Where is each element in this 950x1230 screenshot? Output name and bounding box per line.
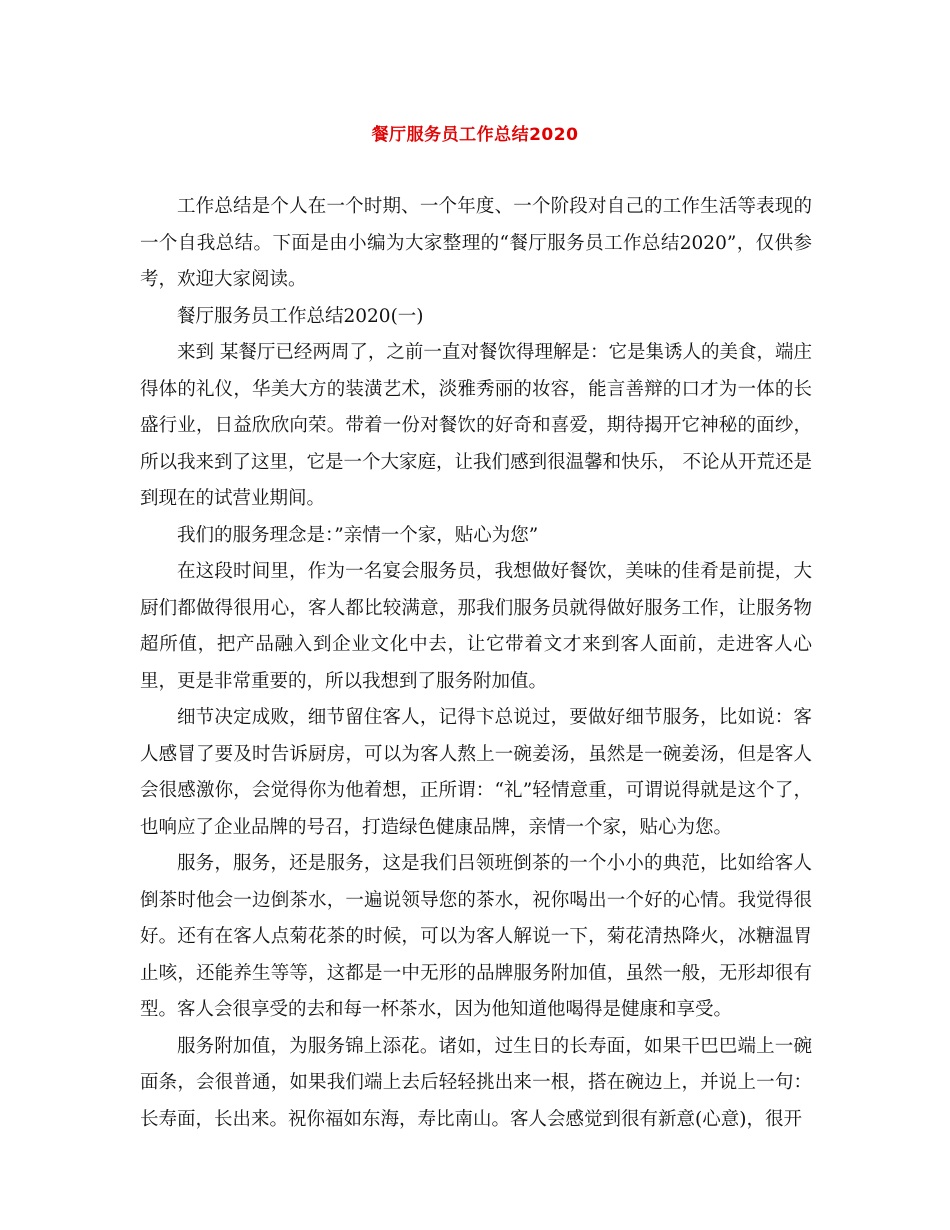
document-title: 餐厅服务员工作总结2020: [371, 125, 579, 145]
paragraph: 来到 某餐厅已经两周了，之前一直对餐饮得理解是：它是集诱人的美食，端庄得体的礼仪，华美大方的装潢艺术，淡雅秀丽的妆容，能言善辩的口才为一体的长盛行业，日益欣欣向荣。带着一份对餐饮的好奇和喜爱，期待揭开它神秘的面纱，所以我来到了这里，它是一个大家庭，让我们感到很温馨和快乐， 不论从开荒还是到现在的试营业期间。: [140, 342, 812, 509]
paragraph-intro: 工作总结是个人在一个时期、一个年度、一个阶段对自己的工作生活等表现的一个自我总结。下面是由小编为大家整理的“餐厅服务员工作总结2020”，仅供参考，欢迎大家阅读。: [140, 196, 812, 290]
section-heading: 餐厅服务员工作总结2020(一): [177, 305, 424, 327]
paragraph: 在这段时间里，作为一名宴会服务员，我想做好餐饮，美味的佳肴是前提，大厨们都做得很用心，客人都比较满意，那我们服务员就得做好服务工作，让服务物超所值，把产品融入到企业文化中去，让它带着文才来到客人面前，走进客人心里，更是非常重要的，所以我想到了服务附加值。: [140, 561, 812, 692]
paragraph: 服务，服务，还是服务，这是我们吕领班倒茶的一个小小的典范，比如给客人倒茶时他会一边倒茶水，一遍说领导您的茶水，祝你喝出一个好的心情。我觉得很好。还有在客人点菊花茶的时候，可以为客人解说一下，菊花清热降火，冰糖温胃止咳，还能养生等等，这都是一中无形的品牌服务附加值，虽然一般，无形却很有型。客人会很享受的去和每一杯茶水，因为他知道他喝得是健康和享受。: [140, 853, 812, 1020]
paragraph: 细节决定成败，细节留住客人，记得卞总说过，要做好细节服务，比如说：客人感冒了要及时告诉厨房，可以为客人熬上一碗姜汤，虽然是一碗姜汤，但是客人会很感激你，会觉得你为他着想，正所谓：“礼”轻情意重，可谓说得就是这个了，也响应了企业品牌的号召，打造绿色健康品牌，亲情一个家，贴心为您。: [140, 707, 812, 838]
paragraph: 服务附加值，为服务锦上添花。诸如，过生日的长寿面，如果干巴巴端上一碗面条，会很普通，如果我们端上去后轻轻挑出来一根，搭在碗边上，并说上一句：长寿面，长出来。祝你福如东海，寿比南山。客人会感觉到很有新意(心意)，很开: [140, 1035, 812, 1130]
document-body: [140, 189, 812, 1138]
paragraph: 我们的服务理念是：”亲情一个家，贴心为您”: [177, 524, 539, 546]
